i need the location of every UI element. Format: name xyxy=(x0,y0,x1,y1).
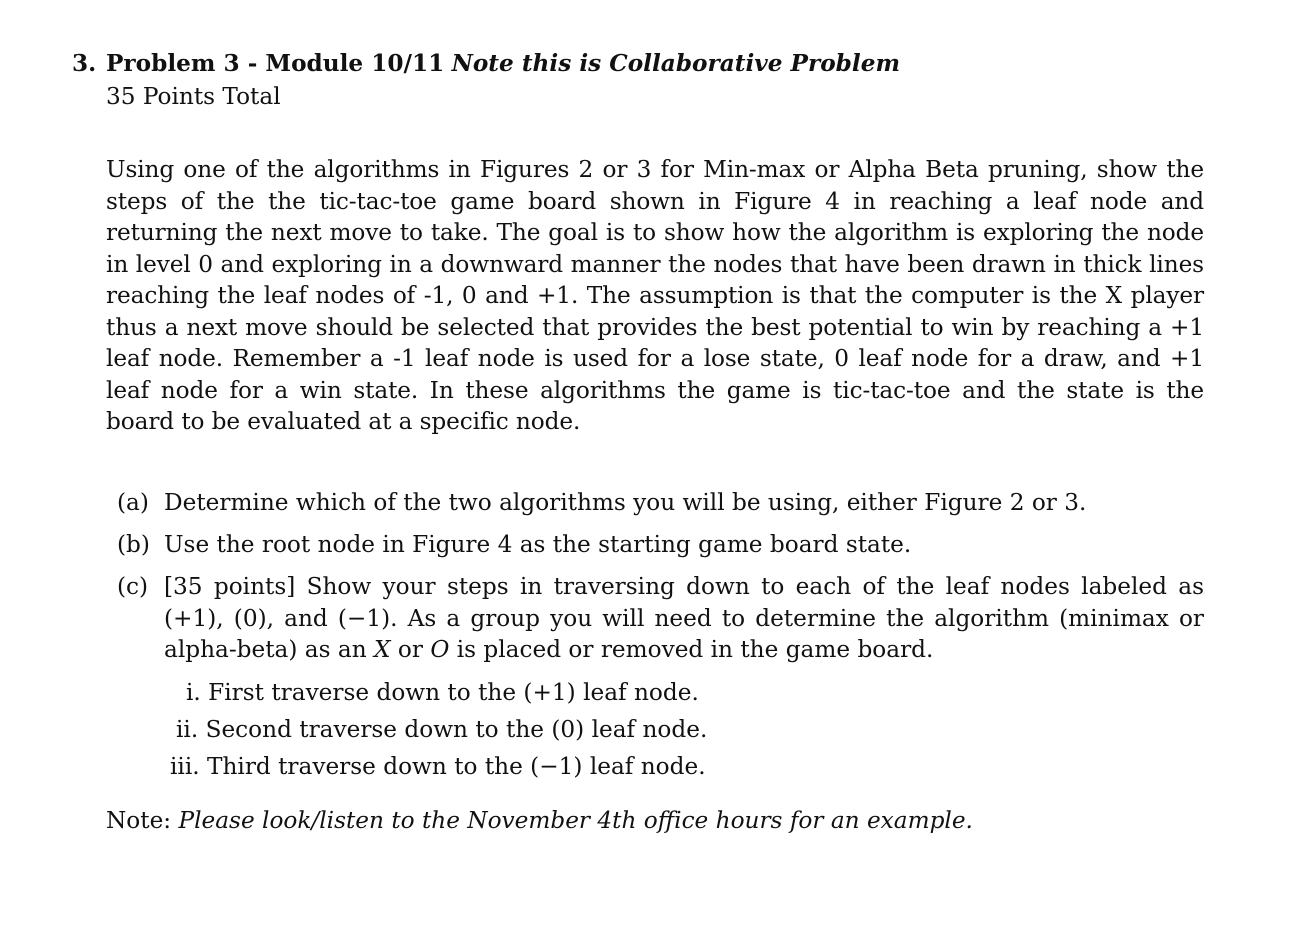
part-a xyxy=(106,487,1204,519)
part-text-before: [35 points] Show your steps in traversing down to each of the leaf nodes labeled as (+1), (0), and (−1). As a group you will need to determine the algorithm (minimax or alpha-beta) as an xyxy=(164,573,1204,663)
note-line xyxy=(106,804,973,838)
parts-list xyxy=(106,487,1204,676)
part-c xyxy=(106,571,1204,666)
note-label: Note: xyxy=(106,807,172,834)
part-marker: (a) xyxy=(117,489,149,516)
part-text-mid: or xyxy=(390,636,431,663)
subpart-ii xyxy=(176,714,707,746)
part-text: Use the root node in Figure 4 as the starting game board state. xyxy=(164,531,912,558)
var-x: X xyxy=(374,636,391,663)
part-marker: (c) xyxy=(117,573,149,600)
subpart-iii xyxy=(170,751,706,783)
subpart-marker: i. xyxy=(186,679,201,706)
subpart-marker: ii. xyxy=(176,716,199,743)
subpart-text: Second traverse down to the (0) leaf node. xyxy=(205,716,708,743)
part-b xyxy=(106,529,1204,561)
subpart-marker: iii. xyxy=(170,753,200,780)
subpart-i xyxy=(186,677,699,709)
subpart-text: First traverse down to the (+1) leaf node. xyxy=(208,679,699,706)
problem-number: 3. xyxy=(72,50,97,77)
problem-heading xyxy=(106,47,900,81)
note-text: Please look/listen to the November 4th office hours for an example. xyxy=(178,807,973,834)
points-total: 35 Points Total xyxy=(106,83,281,110)
problem-collab-note: Note this is Collaborative Problem xyxy=(451,50,900,77)
var-o: O xyxy=(430,636,450,663)
subpart-text: Third traverse down to the (−1) leaf node. xyxy=(207,753,706,780)
part-text-after: is placed or removed in the game board. xyxy=(449,636,934,663)
problem-title: Problem 3 - Module 10/11 xyxy=(106,50,445,77)
part-text: Determine which of the two algorithms you will be using, either Figure 2 or 3. xyxy=(164,489,1087,516)
part-marker: (b) xyxy=(117,531,150,558)
problem-paragraph: Using one of the algorithms in Figures 2 or 3 for Min-max or Alpha Beta pruning, show the steps of the the tic-tac-toe game board shown in Figure 4 in reaching a leaf node and returning the next move to take. The goal is to show how the algorithm is exploring the node in level 0 and exploring in a downward manner the nodes that have been drawn in thick lines reaching the leaf nodes of -1, 0 and +1. The assumption is that the computer is the X player thus a next move should be selected that provides the best potential to win by reaching a +1 leaf node. Remember a -1 leaf node is used for a lose state, 0 leaf node for a draw, and +1 leaf node for a win state. In these algorithms the game is tic-tac-toe and the state is the board to be evaluated at a specific node. xyxy=(106,156,1204,435)
